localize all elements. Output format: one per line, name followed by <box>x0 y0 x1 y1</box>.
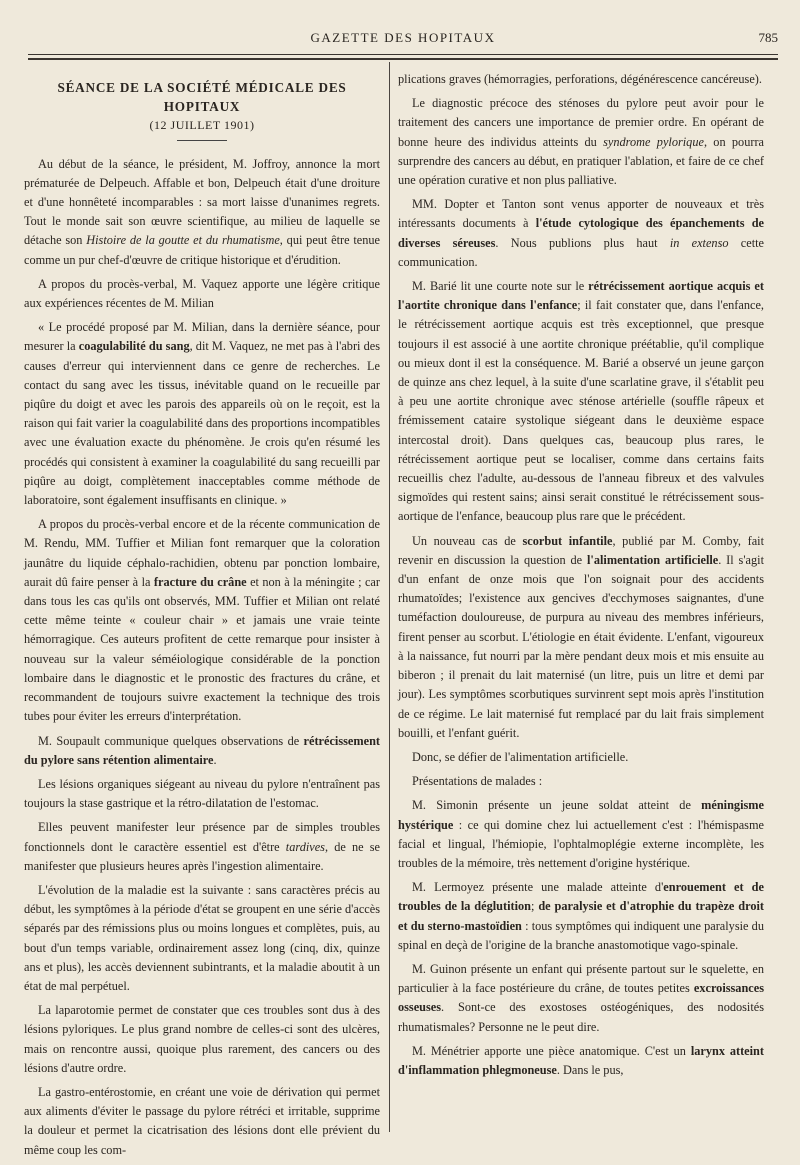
text-run: Donc, se défier de l'alimentation artificielle. <box>412 749 629 764</box>
bold-phrase: l'alimentation artificielle <box>587 552 719 567</box>
text-run: M. Lermoyez présente une malade atteinte d' <box>412 880 664 895</box>
left-column <box>24 70 380 1165</box>
text-run: « Le procédé proposé par M. Milian, dans la dernière séance, pour mesurer la <box>24 320 380 354</box>
right-paragraph <box>398 748 764 767</box>
bold-phrase: coagulabilité du sang <box>78 339 190 354</box>
text-run: A propos du procès-verbal encore et de la récente communication de M. Rendu, MM. Tuffier et Milian font remarquer que la coloration jaunâtre du liquide céphalo-rachidien, obtenu par ponction lombaire, aurait dû faire penser à la <box>24 517 380 589</box>
bold-phrase: enrouement et de troubles de la déglutition <box>398 880 764 914</box>
header-rule-double <box>28 58 778 60</box>
text-run: cette communication. <box>398 235 764 269</box>
bold-phrase: rétrécissement aortique acquis et l'aortite chronique dans l'enfance <box>398 279 764 313</box>
bold-phrase: fracture du crâne <box>153 574 247 589</box>
header-rule <box>28 54 778 55</box>
right-paragraph <box>398 70 764 89</box>
bold-phrase: l'étude cytologique des épanchements de diverses séreuses <box>398 216 764 250</box>
text-run: . Il s'agit d'un enfant de onze mois que l'on soignait pour des accidents rhumatoïdes; l'existence aux gencives d'ecchymoses saignantes, d'une tuméfaction douloureuse, de purpura au niveau des membres inférieurs, firent penser au scorbut. L'étiologie en était évidente. L'enfant, vigoureux à la naissance, fut nourri par la mère pendant deux mois et mis ensuite au biberon ; il prenait du lait maternisé (un litre, puis un litre et demi par jour). Les symptômes scorbutiques survinrent sept mois après l'institution de ce régime. Le lait maternisé fut remplacé par du lait frais simplement bouilli, et l'enfant guérit. <box>398 552 764 740</box>
running-title: GAZETTE DES HOPITAUX <box>310 30 496 45</box>
text-run: A propos du procès-verbal, M. Vaquez apporte une légère critique aux expériences récentes de M. Milian <box>24 276 380 311</box>
left-paragraph <box>24 1001 380 1078</box>
text-run: plications graves (hémorragies, perforations, dégénérescence cancéreuse). <box>398 72 762 86</box>
text-run: M. Ménétrier apporte une pièce anatomique. C'est un <box>412 1043 691 1058</box>
bold-phrase: rétrécissement du pylore sans rétention alimentaire <box>24 733 380 767</box>
left-paragraph <box>24 1083 380 1160</box>
text-run: , de ne se manifester que plusieurs heures après l'ingestion alimentaire. <box>24 839 380 873</box>
text-run: M. Simonin présente un jeune soldat atteint de <box>412 798 702 813</box>
bold-phrase: méningisme hystérique <box>398 798 764 832</box>
text-run: . Sont-ce des exostoses ostéogéniques, des nodosités rhumatismales? Personne ne le peut dire. <box>398 1000 764 1034</box>
page-number: 785 <box>758 30 778 45</box>
text-run: : tous symptômes qui indiquent une paralysie du spinal en deçà de l'origine de la branche anastomotique vago-spinale. <box>398 918 764 952</box>
right-paragraph <box>398 195 764 272</box>
left-paragraph <box>24 515 380 726</box>
left-column-body <box>24 155 380 1160</box>
right-column <box>398 70 764 1085</box>
text-run: , on pourra surprendre des cancers au début, en pratiquer l'ablation, et faire de ce chef une opération curative et non plus palliative. <box>398 134 764 188</box>
left-paragraph <box>24 775 380 813</box>
text-run: ; <box>531 899 539 914</box>
section-date: (12 JUILLET 1901) <box>149 118 255 133</box>
right-paragraph <box>398 277 764 527</box>
left-paragraph <box>24 732 380 770</box>
text-run: MM. Dopter et Tanton sont venus apporter de nouveaux et très intéressants documents à <box>398 197 764 231</box>
bold-phrase: scorbut infantile <box>522 533 613 548</box>
text-run: . Nous publions plus haut <box>495 235 670 250</box>
right-paragraph <box>398 772 764 791</box>
left-paragraph <box>24 818 380 876</box>
right-paragraph <box>398 532 764 743</box>
text-run: M. Guinon présente un enfant qui présente partout sur le squelette, en particulier à la face postérieure du crâne, de toutes petites <box>398 961 764 996</box>
right-paragraph <box>398 94 764 190</box>
text-run: et non à la méningite ; car dans tous les cas qu'ils ont observés, MM. Tuffier et Milian ont relaté cette même teinte « couleur chair » et jamais une vraie teinte hémorragique. Ces auteurs profitent de cette remarque pour insister à nouveau sur la valeur séméiologique considérable de la ponction lombaire dans le diagnostic et le pronostic des fractures du crâne, et recommandent de toujours suivre exactement la technique des trois tubes pour éviter les erreurs d'interprétation. <box>24 574 380 724</box>
text-run: M. Soupault communique quelques observations de <box>38 733 304 748</box>
text-run: Elles peuvent manifester leur présence par de simples troubles fonctionnels dont le caractère essentiel est d'être <box>24 820 380 854</box>
left-paragraph <box>24 318 380 510</box>
section-title: SÉANCE DE LA SOCIÉTÉ MÉDICALE DES HOPITAUX <box>57 80 347 115</box>
right-paragraph <box>398 960 764 1037</box>
text-run: La laparotomie permet de constater que ces troubles sont dus à des lésions pyloriques. Le plus grand nombre de celles-ci sont des ulcères, mais on rencontre aussi, quoique plus rarement, des cancers ou des lésions d'autre ordre. <box>24 1003 380 1075</box>
bold-phrase: excroissances osseuses <box>398 981 764 1015</box>
right-paragraph <box>398 1042 764 1080</box>
text-run: , dit M. Vaquez, ne met pas à l'abri des causes d'erreur qui interviennent dans ce genre de recherches. Le contact du sang avec les tissus, inévitable quand on le recueille par piqûre du doigt et avec les parois des appareils où on le reçoit, est la raison qui fait varier la coagulabilité dans des proportions incompatibles avec une évaluation exacte du phénomène. Je crois qu'en résumé les procédés qui consistent à examiner la coagulabilité du sang recueilli par piqûre au doigt, complètement inacceptables comme méthode de laboratoire, sont également insuffisants en clinique. » <box>24 339 380 508</box>
text-run: . Dans le pus, <box>556 1062 624 1077</box>
italic-phrase: syndrome pylorique <box>603 134 704 149</box>
text-run: M. Barié lit une courte note sur le <box>412 279 589 294</box>
italic-phrase: Histoire de la goutte et du rhumatisme <box>86 233 280 248</box>
left-paragraph <box>24 155 380 270</box>
text-run: ; il fait constater que, dans l'enfance, le rétrécissement aortique acquis est très exceptionnel, que presque toujours il est associé à une aortite chronique préétablie, qu'il complique ou mieux dont il est la conséquence. M. Barié a observé un jeune garçon de quinze ans chez lequel, à la suite d'une scarlatine grave, il s'établit peu à peu une aortite chronique avec sténose artérielle (souffle râpeux et frémissement cataire systolique siégeant dans le deuxième espace intercostal droit). Dans quelques cas, beaucoup plus rares, le rétrécissement aortique peut se localiser, comme dans certains faits recueillis chez l'adulte, au-dessous de l'anneau fibreux et des valvules sigmoïdes qui restent sains; ainsi serait constitué le rétrécissement sous-aortique de l'enfance, beaucoup plus rare que le précédent. <box>398 298 764 524</box>
right-column-body <box>398 70 764 1080</box>
text-run: , publié par M. Comby, fait revenir en discussion la question de <box>398 533 765 567</box>
left-paragraph <box>24 881 380 996</box>
left-paragraph <box>24 275 380 313</box>
text-run: Les lésions organiques siégeant au niveau du pylore n'entraînent pas toujours la stase gastrique et la rétro-dilatation de l'estomac. <box>24 776 380 811</box>
italic-phrase: in extenso <box>669 235 729 250</box>
text-run: Le diagnostic précoce des sténoses du pylore peut avoir pour le traitement des cancers une importance de premier ordre. En opérant de bonne heure des individus atteints du <box>398 96 764 149</box>
page-header <box>28 30 778 48</box>
text-run: Présentations de malades : <box>412 774 543 789</box>
text-run: : ce qui domine chez lui actuellement c'est : l'hémispasme facial et lingual, l'hémiopie, l'ophtalmoplégie externe incomplète, les troubles de la mémoire, très nettement d'origine hystérique. <box>398 817 764 870</box>
bold-phrase: larynx atteint d'inflammation phlegmoneuse <box>398 1043 764 1077</box>
text-run: L'évolution de la maladie est la suivante : sans caractères précis au début, les symptômes à la période d'état se groupent en une série d'accès séparés par des rémissions plus ou moins longues et complètes, puis, au bout d'un temps variable, ordinairement assez long (cinq, dix, quinze ans et plus), les accès deviennent subintrants, et la maladie aboutit à un état de mal perpétuel. <box>24 882 380 993</box>
right-paragraph <box>398 878 764 955</box>
text-run: Au début de la séance, le président, M. Joffroy, annonce la mort prématurée de Delpeuch. Affable et bon, Delpeuch était d'une droiture et d'une honnêteté incomparables : sa mort laisse d'unanimes regrets. Tout le monde sait son œuvre scientifique, au milieu de laquelle se détache son <box>24 156 380 248</box>
text-run: . <box>213 752 217 767</box>
italic-phrase: tardives <box>285 839 325 854</box>
column-divider <box>389 62 390 1132</box>
text-run: La gastro-entérostomie, en créant une voie de dérivation qui permet aux aliments d'éviter le passage du pylore rétréci et irritable, supprime la douleur et permet la cicatrisation des lésions dont elle prévient du même coup les com- <box>24 1084 380 1157</box>
bold-phrase: de paralysie et d'atrophie du trapèze droit et du sterno-mastoïdien <box>398 899 764 933</box>
text-run: Un nouveau cas de <box>412 533 523 548</box>
section-rule <box>177 140 227 141</box>
right-paragraph <box>398 796 764 873</box>
text-run: , qui peut être tenue comme un pur chef-d'œuvre de critique historique et d'érudition. <box>24 233 380 267</box>
